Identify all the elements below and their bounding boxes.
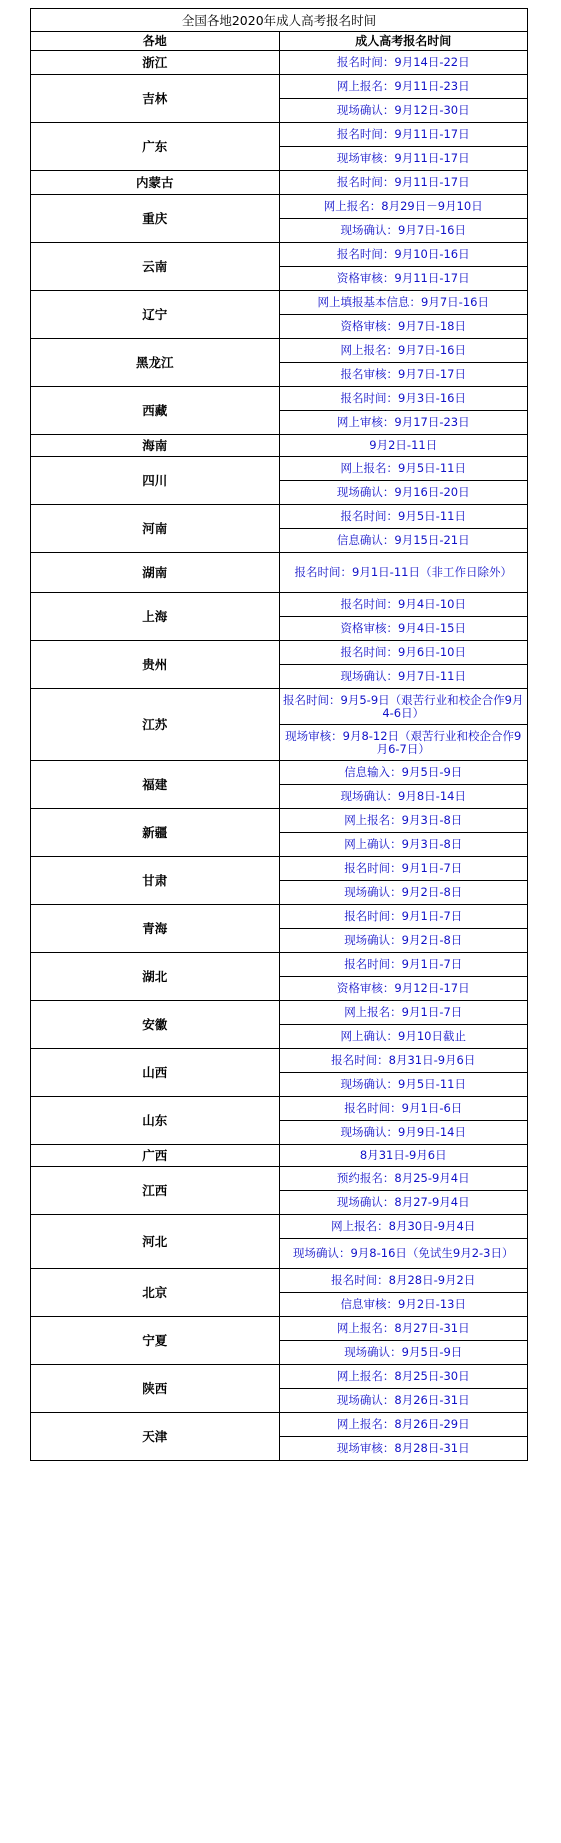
registration-time-cell: 信息输入：9月5日-9日 bbox=[279, 761, 528, 785]
region-cell: 湖南 bbox=[31, 553, 280, 593]
region-cell: 新疆 bbox=[31, 809, 280, 857]
region-cell: 青海 bbox=[31, 905, 280, 953]
registration-time-cell: 网上报名：9月3日-8日 bbox=[279, 809, 528, 833]
registration-time-cell: 报名时间：9月14日-22日 bbox=[279, 51, 528, 75]
registration-time-cell: 报名时间：9月3日-16日 bbox=[279, 387, 528, 411]
registration-time-cell: 网上报名：9月1日-7日 bbox=[279, 1001, 528, 1025]
table-row bbox=[31, 1097, 528, 1121]
registration-time-cell: 网上报名：8月30日-9月4日 bbox=[279, 1215, 528, 1239]
registration-time-cell: 现场确认：8月26日-31日 bbox=[279, 1389, 528, 1413]
registration-table bbox=[30, 8, 528, 1461]
registration-time-cell: 报名时间：9月10日-16日 bbox=[279, 243, 528, 267]
table-row bbox=[31, 905, 528, 929]
table-row bbox=[31, 1413, 528, 1437]
registration-time-cell: 现场审核：8月28日-31日 bbox=[279, 1437, 528, 1461]
registration-time-cell: 报名时间：9月1日-7日 bbox=[279, 857, 528, 881]
registration-time-cell: 网上报名：9月7日-16日 bbox=[279, 339, 528, 363]
table-row bbox=[31, 1001, 528, 1025]
registration-time-cell: 网上报名：8月29日－9月10日 bbox=[279, 195, 528, 219]
registration-time-cell: 报名时间：9月1日-7日 bbox=[279, 953, 528, 977]
table-row bbox=[31, 593, 528, 617]
registration-time-cell: 现场确认：9月16日-20日 bbox=[279, 481, 528, 505]
table-row bbox=[31, 123, 528, 147]
registration-time-cell: 8月31日-9月6日 bbox=[279, 1145, 528, 1167]
registration-time-cell: 预约报名：8月25-9月4日 bbox=[279, 1167, 528, 1191]
region-cell: 宁夏 bbox=[31, 1317, 280, 1365]
region-cell: 四川 bbox=[31, 457, 280, 505]
registration-time-cell: 网上填报基本信息：9月7日-16日 bbox=[279, 291, 528, 315]
table-row bbox=[31, 689, 528, 725]
table-row bbox=[31, 1269, 528, 1293]
region-cell: 山西 bbox=[31, 1049, 280, 1097]
region-cell: 贵州 bbox=[31, 641, 280, 689]
table-row bbox=[31, 1049, 528, 1073]
table-row bbox=[31, 457, 528, 481]
registration-time-cell: 现场确认：9月2日-8日 bbox=[279, 929, 528, 953]
table-row bbox=[31, 553, 528, 593]
column-header-time: 成人高考报名时间 bbox=[279, 32, 528, 51]
registration-time-cell: 现场确认：9月7日-11日 bbox=[279, 665, 528, 689]
registration-time-cell: 现场确认：9月2日-8日 bbox=[279, 881, 528, 905]
region-cell: 海南 bbox=[31, 435, 280, 457]
registration-time-cell: 网上报名：8月25日-30日 bbox=[279, 1365, 528, 1389]
table-title: 全国各地2020年成人高考报名时间 bbox=[31, 9, 528, 32]
registration-time-cell: 资格审核：9月12日-17日 bbox=[279, 977, 528, 1001]
region-cell: 吉林 bbox=[31, 75, 280, 123]
table-row bbox=[31, 387, 528, 411]
registration-time-cell: 报名审核：9月7日-17日 bbox=[279, 363, 528, 387]
registration-time-cell: 网上确认：9月3日-8日 bbox=[279, 833, 528, 857]
registration-time-cell: 网上报名：9月11日-23日 bbox=[279, 75, 528, 99]
registration-time-cell: 信息确认：9月15日-21日 bbox=[279, 529, 528, 553]
registration-time-cell: 报名时间：9月11日-17日 bbox=[279, 123, 528, 147]
table-row bbox=[31, 51, 528, 75]
region-cell: 云南 bbox=[31, 243, 280, 291]
table-row bbox=[31, 435, 528, 457]
region-cell: 广西 bbox=[31, 1145, 280, 1167]
registration-time-cell: 现场确认：9月7日-16日 bbox=[279, 219, 528, 243]
registration-time-cell: 报名时间：9月11日-17日 bbox=[279, 171, 528, 195]
table-row bbox=[31, 953, 528, 977]
registration-time-cell: 报名时间：9月4日-10日 bbox=[279, 593, 528, 617]
region-cell: 湖北 bbox=[31, 953, 280, 1001]
region-cell: 黑龙江 bbox=[31, 339, 280, 387]
region-cell: 上海 bbox=[31, 593, 280, 641]
registration-time-cell: 网上报名：8月26日-29日 bbox=[279, 1413, 528, 1437]
registration-time-cell: 现场确认：9月8日-14日 bbox=[279, 785, 528, 809]
registration-time-cell: 9月2日-11日 bbox=[279, 435, 528, 457]
table-row bbox=[31, 195, 528, 219]
table-row bbox=[31, 505, 528, 529]
region-cell: 江苏 bbox=[31, 689, 280, 761]
registration-table-container bbox=[30, 8, 528, 1461]
registration-time-cell: 报名时间：9月5日-11日 bbox=[279, 505, 528, 529]
table-row bbox=[31, 1167, 528, 1191]
region-cell: 辽宁 bbox=[31, 291, 280, 339]
region-cell: 河南 bbox=[31, 505, 280, 553]
table-row bbox=[31, 857, 528, 881]
region-cell: 陕西 bbox=[31, 1365, 280, 1413]
region-cell: 天津 bbox=[31, 1413, 280, 1461]
region-cell: 江西 bbox=[31, 1167, 280, 1215]
registration-time-cell: 报名时间：8月31日-9月6日 bbox=[279, 1049, 528, 1073]
table-row bbox=[31, 1145, 528, 1167]
column-header-region: 各地 bbox=[31, 32, 280, 51]
region-cell: 西藏 bbox=[31, 387, 280, 435]
table-row bbox=[31, 1317, 528, 1341]
registration-time-cell: 现场审核：9月8-12日（艰苦行业和校企合作9月6-7日） bbox=[279, 725, 528, 761]
table-row bbox=[31, 243, 528, 267]
region-cell: 重庆 bbox=[31, 195, 280, 243]
table-row bbox=[31, 809, 528, 833]
registration-time-cell: 资格审核：9月4日-15日 bbox=[279, 617, 528, 641]
registration-time-cell: 现场确认：9月8-16日（免试生9月2-3日） bbox=[279, 1239, 528, 1269]
region-cell: 甘肃 bbox=[31, 857, 280, 905]
region-cell: 福建 bbox=[31, 761, 280, 809]
table-body bbox=[31, 51, 528, 1461]
table-title-row bbox=[31, 9, 528, 32]
registration-time-cell: 现场确认：9月5日-11日 bbox=[279, 1073, 528, 1097]
region-cell: 北京 bbox=[31, 1269, 280, 1317]
registration-time-cell: 现场确认：9月12日-30日 bbox=[279, 99, 528, 123]
registration-time-cell: 现场审核：9月11日-17日 bbox=[279, 147, 528, 171]
region-cell: 安徽 bbox=[31, 1001, 280, 1049]
region-cell: 内蒙古 bbox=[31, 171, 280, 195]
table-row bbox=[31, 641, 528, 665]
registration-time-cell: 现场确认：8月27-9月4日 bbox=[279, 1191, 528, 1215]
table-row bbox=[31, 1365, 528, 1389]
registration-time-cell: 报名时间：9月1日-11日（非工作日除外） bbox=[279, 553, 528, 593]
registration-time-cell: 现场确认：9月5日-9日 bbox=[279, 1341, 528, 1365]
table-header-row bbox=[31, 32, 528, 51]
table-row bbox=[31, 761, 528, 785]
registration-time-cell: 报名时间：8月28日-9月2日 bbox=[279, 1269, 528, 1293]
registration-time-cell: 报名时间：9月1日-6日 bbox=[279, 1097, 528, 1121]
table-row bbox=[31, 339, 528, 363]
region-cell: 浙江 bbox=[31, 51, 280, 75]
registration-time-cell: 资格审核：9月7日-18日 bbox=[279, 315, 528, 339]
table-row bbox=[31, 171, 528, 195]
region-cell: 河北 bbox=[31, 1215, 280, 1269]
table-row bbox=[31, 1215, 528, 1239]
registration-time-cell: 资格审核：9月11日-17日 bbox=[279, 267, 528, 291]
registration-time-cell: 报名时间：9月1日-7日 bbox=[279, 905, 528, 929]
region-cell: 山东 bbox=[31, 1097, 280, 1145]
registration-time-cell: 网上报名：9月5日-11日 bbox=[279, 457, 528, 481]
registration-time-cell: 网上审核：9月17日-23日 bbox=[279, 411, 528, 435]
registration-time-cell: 信息审核：9月2日-13日 bbox=[279, 1293, 528, 1317]
registration-time-cell: 网上确认：9月10日截止 bbox=[279, 1025, 528, 1049]
region-cell: 广东 bbox=[31, 123, 280, 171]
table-row bbox=[31, 291, 528, 315]
table-row bbox=[31, 75, 528, 99]
registration-time-cell: 网上报名：8月27日-31日 bbox=[279, 1317, 528, 1341]
registration-time-cell: 报名时间：9月5-9日（艰苦行业和校企合作9月4-6日） bbox=[279, 689, 528, 725]
registration-time-cell: 报名时间：9月6日-10日 bbox=[279, 641, 528, 665]
registration-time-cell: 现场确认：9月9日-14日 bbox=[279, 1121, 528, 1145]
